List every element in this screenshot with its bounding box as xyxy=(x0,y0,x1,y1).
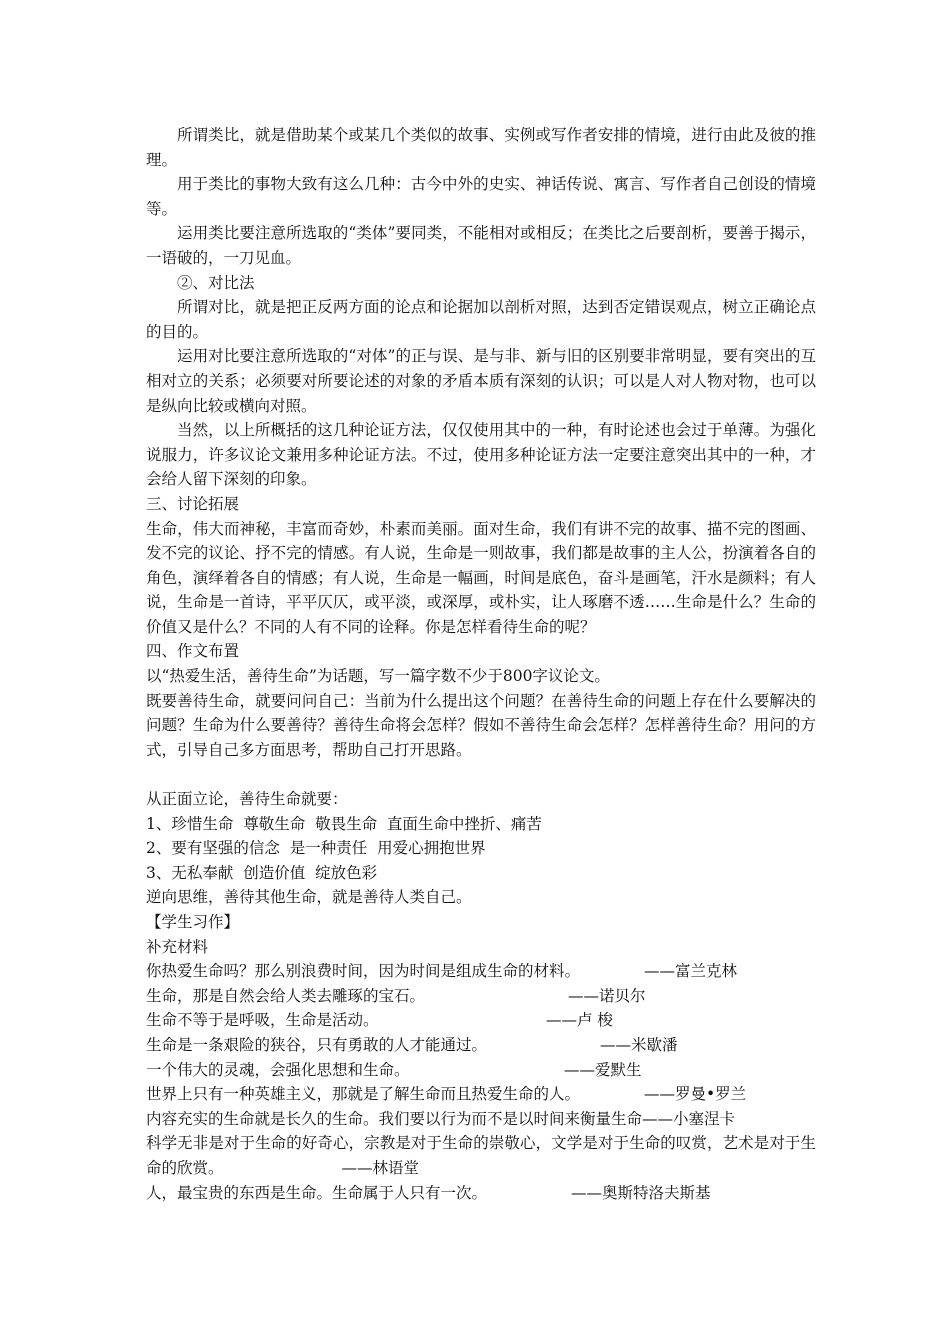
quote-line xyxy=(146,984,816,1009)
heading-assignment: 四、作文布置 xyxy=(146,642,240,661)
paragraph-guidance: 既要善待生命，就要问问自己：当前为什么提出这个问题？在善待生命的问题上存在什么要解决的问题？生命为什么要善待？善待生命将会怎样？假如不善待生命会怎样？怎样善待生命？用问的方式，引导自己多方面思考，帮助自己打开思路。 xyxy=(146,691,816,759)
quote-text: 你热爱生命吗？那么别浪费时间，因为时间是组成生命的材料。 xyxy=(146,962,581,981)
quote-text: 生命，那是自然会给人类去雕琢的宝石。 xyxy=(146,986,426,1005)
quote-line xyxy=(146,1033,816,1058)
quote-text: 世界上只有一种英雄主义，那就是了解生命而且热爱生命的人。 xyxy=(146,1085,581,1104)
paragraph-combined-methods: 当然，以上所概括的这几种论证方法，仅仅使用其中的一种，有时论述也会过于单薄。为强化说服力，许多议论文兼用多种论证方法。不过，使用多种论证方法一定要注意突出其中的一种，才会给人留下深刻的印象。 xyxy=(146,421,816,489)
quote-line xyxy=(146,959,816,984)
quote-author: ——爱默生 xyxy=(564,1060,642,1079)
paragraph-discussion: 生命，伟大而神秘，丰富而奇妙，朴素而美丽。面对生命，我们有讲不完的故事、描不完的图画、发不完的议论、抒不完的情感。有人说，生命是一则故事，我们都是故事的主人公，扮演着各自的角色，演绎着各自的情感；有人说，生命是一幅画，时间是底色，奋斗是画笔，汗水是颜料；有人说，生命是一首诗，平平仄仄，或平淡，或深厚，或朴实，让人琢磨不透……生命是什么？生命的价值又是什么？不同的人有不同的诠释。你是怎样看待生命的呢？ xyxy=(146,519,816,636)
paragraph-assignment: 以“热爱生活，善待生命”为话题，写一篇字数不少于800字议论文。 xyxy=(146,667,610,686)
list-item-point-3: 3、无私奉献 创造价值 绽放色彩 xyxy=(146,863,378,882)
paragraph-analogy-usage: 运用类比要注意所选取的“类体”要同类，不能相对或相反；在类比之后要剖析，要善于揭示，一语破的，一刀见血。 xyxy=(146,224,816,267)
quote-line xyxy=(146,1058,816,1083)
quote-line xyxy=(146,1181,816,1206)
quote-seneca: 内容充实的生命就是长久的生命。我们要以行为而不是以时间来衡量生命——小塞涅卡 xyxy=(146,1109,736,1128)
quote-author: ——奥斯特洛夫斯基 xyxy=(571,1183,711,1202)
heading-supplement: 补充材料 xyxy=(146,937,209,956)
quote-text: 人，最宝贵的东西是生命。生命属于人只有一次。 xyxy=(146,1183,488,1202)
paragraph-reverse-thinking: 逆向思维，善待其他生命，就是善待人类自己。 xyxy=(146,888,472,907)
quote-text: 一个伟大的灵魂，会强化思想和生命。 xyxy=(146,1060,410,1079)
list-item-point-2: 2、要有坚强的信念 是一种责任 用爱心拥抱世界 xyxy=(146,839,486,858)
quote-author: ——诺贝尔 xyxy=(568,986,646,1005)
quote-author: ——卢 梭 xyxy=(546,1011,613,1030)
quote-text: 生命是一条艰险的狭谷，只有勇敢的人才能通过。 xyxy=(146,1035,488,1054)
heading-student-work: 【学生习作】 xyxy=(146,913,240,931)
quote-line xyxy=(146,1008,816,1033)
heading-contrast-method: ②、对比法 xyxy=(177,273,255,292)
paragraph-contrast-usage: 运用对比要注意所选取的“对体”的正与误、是与非、新与旧的区别要非常明显，要有突出的互相对立的关系；必须要对所要论述的对象的矛盾本质有深刻的认识；可以是人对人物对物，也可以是纵向比较或横向对照。 xyxy=(146,347,816,415)
paragraph-analogy-definition: 所谓类比，就是借助某个或某几个类似的故事、实例或写作者安排的情境，进行由此及彼的推理。 xyxy=(146,126,816,169)
quote-text: 生命不等于是呼吸，生命是活动。 xyxy=(146,1011,379,1030)
paragraph-analogy-types: 用于类比的事物大致有这么几种：古今中外的史实、神话传说、寓言、写作者自己创设的情境等。 xyxy=(146,175,816,218)
quote-author: ——林语堂 xyxy=(341,1158,420,1177)
quote-text: 科学无非是对于生命的好奇心，宗教是对于生命的崇敬心，文学是对于生命的叹赏，艺术是对于生命的欣赏。 xyxy=(146,1134,816,1177)
document-body xyxy=(146,123,816,1205)
quote-author: ——富兰克林 xyxy=(644,962,738,981)
paragraph-positive-intro: 从正面立论，善待生命就要： xyxy=(146,790,348,809)
heading-discussion: 三、讨论拓展 xyxy=(146,494,240,513)
quote-author: ——米歇潘 xyxy=(600,1035,678,1054)
list-item-point-1: 1、珍惜生命 尊敬生命 敬畏生命 直面生命中挫折、痛苦 xyxy=(146,814,542,833)
quote-line xyxy=(146,1082,816,1107)
quote-author: ——罗曼•罗兰 xyxy=(644,1085,747,1104)
paragraph-contrast-definition: 所谓对比，就是把正反两方面的论点和论据加以剖析对照，达到否定错误观点，树立正确论点的目的。 xyxy=(146,298,816,341)
blank-line xyxy=(146,762,816,787)
quote-lin-yutang xyxy=(146,1131,816,1180)
